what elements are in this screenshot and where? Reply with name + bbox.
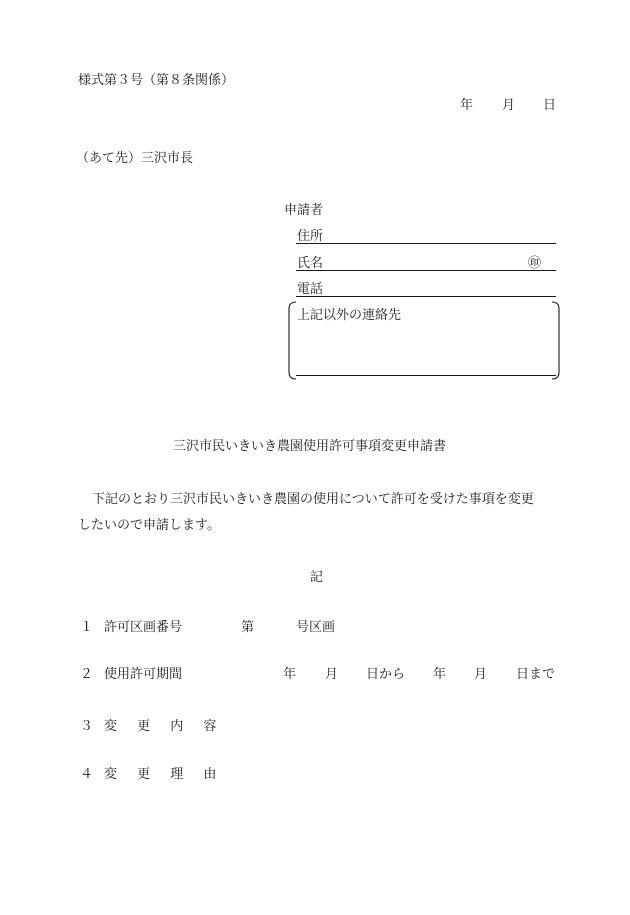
date-day-label: 日 [543, 98, 557, 113]
seal-mark: ㊞ [528, 256, 542, 271]
address-label: 住所 [297, 229, 324, 244]
applicant-label: 申請者 [284, 203, 324, 218]
item-1-number: １ [80, 620, 94, 635]
item-2-number: ２ [80, 667, 94, 682]
item-2-to-month: 月 [474, 667, 488, 682]
item-2-to-day: 日まで [516, 667, 556, 682]
date-year-label: 年 [460, 98, 474, 113]
addressee: （あて先）三沢市長 [76, 151, 194, 166]
item-1-dai: 第 [241, 620, 255, 635]
ki-label: 記 [310, 570, 324, 585]
item-3-label: 変 更 内 容 [104, 719, 225, 734]
item-2-from-day: 日から [366, 667, 406, 682]
name-field-line[interactable] [296, 270, 556, 271]
phone-field-line[interactable] [296, 296, 556, 297]
item-1-suffix: 号区画 [296, 620, 336, 635]
other-contact-label: 上記以外の連絡先 [297, 308, 402, 323]
item-2-from-year: 年 [283, 667, 297, 682]
other-contact-field-line[interactable] [296, 375, 556, 376]
item-1-label: 許可区画番号 [104, 620, 183, 635]
item-2-from-month: 月 [325, 667, 339, 682]
form-number: 様式第３号（第８条関係） [78, 73, 235, 88]
item-3-number: ３ [80, 719, 94, 734]
address-field-line[interactable] [296, 243, 556, 244]
phone-label: 電話 [297, 282, 324, 297]
item-4-number: ４ [80, 767, 94, 782]
item-4-label: 変 更 理 由 [104, 767, 225, 782]
name-label: 氏名 [297, 256, 324, 271]
item-2-label: 使用許可期間 [104, 667, 183, 682]
date-month-label: 月 [502, 98, 516, 113]
item-2-to-year: 年 [433, 667, 447, 682]
document-title: 三沢市民いきいき農園使用許可事項変更申請書 [173, 439, 447, 454]
body-line-2: したいので申請します。 [78, 518, 220, 533]
body-line-1: 下記のとおり三沢市民いきいき農園の使用について許可を受けた事項を変更 [92, 492, 534, 507]
